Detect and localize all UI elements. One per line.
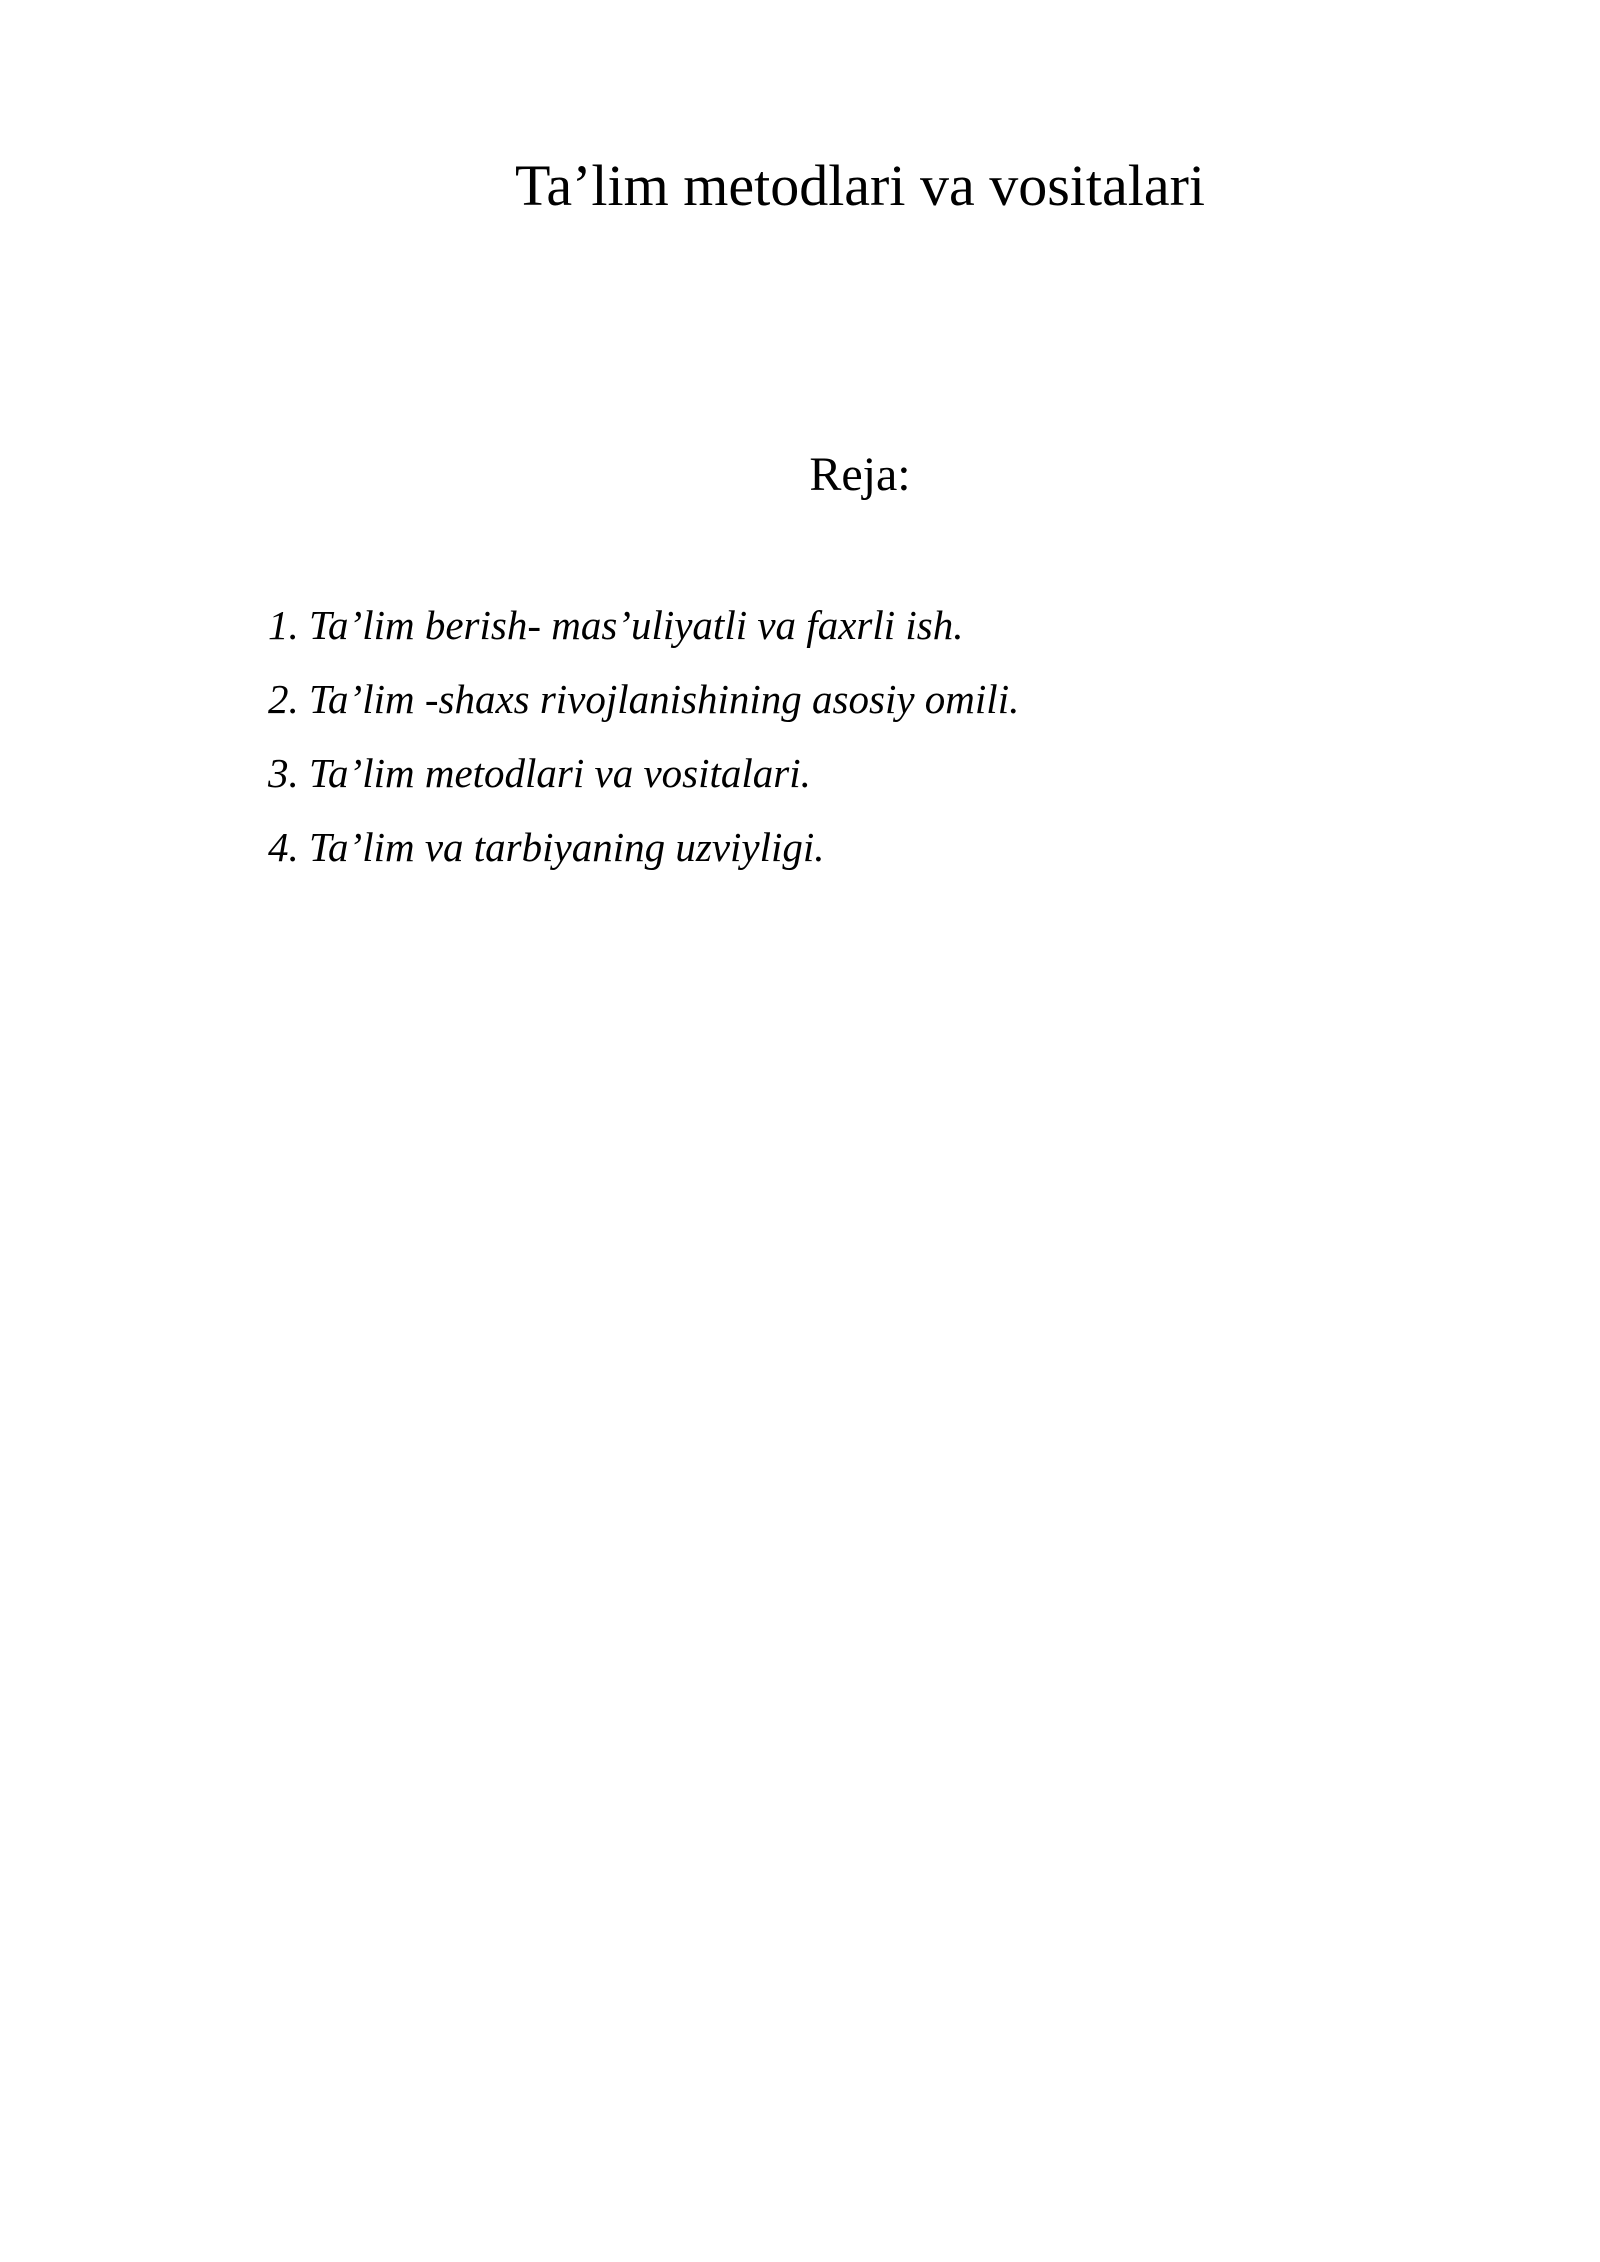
plan-item-1: 1. Ta’lim berish- mas’uliyatli va faxrli ish. [268,602,964,648]
plan-list [268,600,1019,896]
document-title: Ta’lim metodlari va vositalari [514,153,1206,218]
plan-item-2: 2. Ta’lim -shaxs rivojlanishining asosiy omili. [268,676,1020,722]
plan-item-4: 4. Ta’lim va tarbiyaning uzviyligi. [268,824,825,870]
plan-heading: Reja: [809,448,911,501]
plan-item-3: 3. Ta’lim metodlari va vositalari. [268,750,811,796]
